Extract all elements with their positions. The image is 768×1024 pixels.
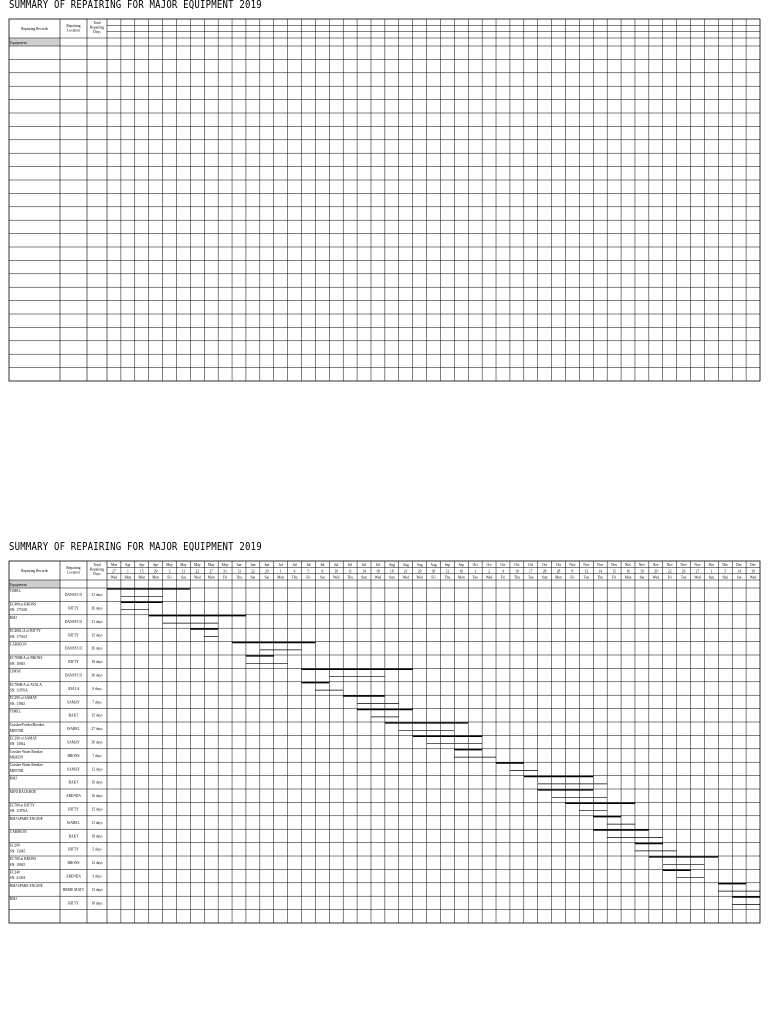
date-month: Mar (110, 563, 117, 567)
date-weekday: Thu (236, 575, 242, 580)
date-month: May (207, 563, 215, 567)
header-total-3: Days (93, 30, 101, 34)
equipment-name: SN: 11876A (9, 688, 28, 693)
date-month: Jul (348, 563, 353, 567)
date-day: 28 (542, 569, 547, 574)
repair-location: ARENDA (66, 874, 81, 879)
date-month: Jul (320, 563, 325, 567)
date-weekday: Sat (320, 575, 325, 580)
date-weekday: Tue (680, 575, 687, 580)
date-day: 16 (459, 569, 464, 574)
date-day: 11 (348, 569, 352, 574)
date-month: Oct (514, 563, 520, 567)
header-records: Repairing Records (21, 27, 48, 31)
date-month: Dec (750, 563, 756, 567)
date-month: Nov (597, 563, 604, 567)
date-weekday: Fri (570, 575, 575, 580)
date-month: Jul (292, 563, 297, 567)
date-month: Apr (138, 563, 145, 567)
equipment-name: RMJ (9, 615, 17, 620)
date-day: 20 (654, 569, 658, 574)
equipment-name: RMJ SPARE ENGINE (9, 816, 43, 821)
date-weekday: Thu (513, 575, 520, 580)
date-weekday: Wed (194, 575, 201, 580)
date-month: Nov (638, 563, 646, 567)
date-month: Jul (375, 563, 381, 567)
repair-days: 30 days (91, 673, 103, 678)
header-total-1: Total (93, 21, 101, 25)
repair-location: RAKT (68, 834, 79, 839)
date-weekday: Fri (500, 575, 506, 580)
equipment-name: EC290 (9, 843, 20, 848)
repair-location: BITTY (68, 606, 79, 611)
date-month: May (166, 563, 173, 567)
repair-location: BITTY (68, 901, 79, 906)
date-weekday: Tue (528, 575, 534, 580)
repair-days: 5 days (92, 847, 102, 852)
date-day: 14 (737, 569, 741, 574)
date-weekday: Fri (222, 575, 228, 580)
repair-location: SAMAY (67, 767, 80, 772)
equipment-name: Crusher Water Breaker (9, 749, 43, 754)
date-day: 15 (139, 569, 144, 574)
date-month: Dec (736, 563, 743, 567)
date-month: Jun (250, 563, 256, 567)
equipment-name: MINI BACKHOE (9, 790, 37, 794)
date-month: Nov (569, 563, 576, 567)
date-day: 11 (181, 569, 186, 574)
header-location-2: Location (67, 570, 80, 575)
date-weekday: Fri (667, 575, 672, 580)
repair-days: 11 days (91, 820, 103, 825)
date-month: Nov (652, 563, 659, 567)
date-month: May (180, 563, 187, 567)
equipment-name: Crusher Water Breaker (9, 763, 43, 768)
date-weekday: Thu (347, 575, 354, 580)
repair-days: 16 days (91, 780, 103, 785)
repair-location: DANSYCO (64, 646, 83, 651)
date-weekday: Wed (694, 575, 701, 580)
page-title-1: SUMMARY OF REPAIRING FOR MAJOR EQUIPMENT 2019 (9, 0, 262, 12)
repair-days: 12 days (91, 767, 103, 772)
date-month: Nov (666, 563, 673, 567)
date-day: 16 (626, 569, 630, 574)
equipment-name: EC480L/A of BITTY (9, 629, 41, 634)
repair-days: 26 days (91, 606, 103, 611)
equipment-name: SN: 13945 (9, 849, 26, 854)
repair-days: 7 days (92, 753, 102, 758)
repair-location: RAKT (68, 780, 79, 785)
date-weekday: Sat (639, 575, 645, 580)
repair-days: 15 days (91, 887, 103, 892)
date-weekday: Sat (250, 575, 256, 580)
date-month: Dec (722, 563, 729, 567)
equipment-name: TIMEL (9, 589, 21, 593)
table-frame (9, 19, 760, 381)
equipment-name: SN: 13942 (9, 742, 26, 747)
repair-location: BITTY (68, 633, 79, 638)
date-day: 1 (474, 569, 477, 574)
date-month: Nov (583, 563, 590, 567)
repair-location: BRONS (67, 753, 80, 758)
date-month: May (194, 563, 201, 567)
repair-location: RAKT (68, 713, 79, 718)
date-month: Jul (334, 563, 339, 567)
repair-days: 12 days (91, 861, 103, 866)
date-day: 6 (321, 569, 324, 574)
repair-location: BERIE MATT (62, 887, 85, 892)
date-weekday: Wed (110, 575, 118, 580)
date-day: 12 (445, 569, 450, 574)
date-month: Nov (624, 563, 632, 567)
date-day: 12 (584, 569, 589, 574)
date-month: Oct (542, 563, 548, 567)
equipment-name: EC780 at BRONS (9, 857, 37, 861)
date-day: 27 (112, 569, 116, 574)
date-weekday: Sun (361, 575, 367, 580)
date-day: 2 (488, 569, 490, 574)
date-weekday: Wed (485, 575, 493, 580)
equipment-name: EC780 at BITTY (9, 803, 35, 808)
equipment-name: TIMEL (9, 709, 21, 714)
date-weekday: Mon (124, 575, 132, 580)
date-month: Jul (361, 563, 367, 567)
equipment-name: SN: 41304 (9, 876, 26, 881)
repair-days: 3 days (92, 874, 102, 879)
date-day: 30 (431, 569, 436, 574)
equipment-name: SN: 175168 (9, 608, 28, 613)
repair-location: BITTY (68, 847, 79, 852)
equipment-name: MH370B (9, 728, 24, 733)
date-weekday: Mon (624, 575, 632, 580)
date-day: 5 (307, 569, 310, 574)
repair-days: 15 days (91, 713, 103, 718)
header-total-2: Repairing (89, 25, 105, 30)
date-weekday: Mon (207, 575, 215, 580)
date-day: 26 (681, 569, 686, 574)
date-day: 21 (403, 569, 408, 574)
date-weekday: Wed (332, 575, 340, 580)
date-weekday: Fri (167, 575, 172, 580)
equipment-name: EC290 of SAMAY (9, 696, 38, 701)
date-month: Oct (472, 563, 478, 567)
date-day: 10 (515, 569, 519, 574)
date-weekday: Sat (264, 575, 270, 580)
date-day: 15 (612, 569, 616, 574)
equipment-name: Crusher/Feeder/Breaker (9, 723, 45, 727)
date-weekday: Wed (374, 575, 382, 580)
date-day: 19 (751, 569, 755, 574)
date-day: 1 (279, 569, 282, 574)
repair-location: DANSYCO (64, 673, 83, 678)
equipment-name: SN: 10945 (9, 862, 26, 867)
date-month: Apr (152, 563, 159, 567)
repair-location: BITTY (68, 807, 79, 812)
date-day: 13 (237, 569, 241, 574)
date-month: Jul (306, 563, 311, 567)
date-day: 18 (376, 569, 380, 574)
date-day: 22 (667, 569, 672, 574)
repair-location: ISABEL (67, 727, 80, 732)
date-day: 14 (362, 569, 366, 574)
date-month: Nov (680, 563, 687, 567)
repair-location: AYALA (67, 686, 80, 691)
header-location-2: Location (67, 28, 80, 33)
repair-days: 30 days (91, 740, 103, 745)
equipment-name: CARSEON (9, 830, 27, 835)
date-weekday: Sat (181, 575, 186, 580)
date-weekday: Sun (541, 575, 548, 580)
date-month: Apr (125, 563, 131, 567)
date-day: 31 (223, 569, 227, 574)
date-month: Oct (500, 563, 506, 567)
date-day: 14 (598, 569, 603, 574)
header-total-3: Days (93, 572, 101, 576)
date-day: 10 (334, 569, 339, 574)
equipment-label: Equipment (10, 583, 27, 587)
equipment-name: SN: 11876A (9, 809, 28, 814)
equipment-name: MH370B (9, 769, 24, 773)
date-weekday: Thu (291, 575, 298, 580)
repair-location: DANSYCO (64, 619, 83, 624)
repair-location: ARENDA (66, 794, 81, 799)
date-month: Sep (458, 563, 464, 567)
equipment-label: Equipment (10, 41, 27, 45)
repair-location: SAMAY (67, 700, 80, 705)
date-day: 29 (417, 569, 422, 574)
date-month: Jun (236, 563, 242, 567)
date-month: Jun (264, 563, 270, 567)
date-weekday: Tue (583, 575, 590, 580)
date-day: 3 (168, 569, 171, 574)
date-day: 27 (695, 569, 700, 574)
repair-location: SAMAY (67, 740, 80, 745)
equipment-name: EC290 of SAMAY (9, 736, 38, 741)
repair-days: 27 days (91, 727, 103, 732)
header-total-1: Total (93, 563, 101, 567)
date-month: Oct (555, 563, 562, 567)
repair-days: 26 days (91, 646, 103, 651)
date-weekday: Wed (652, 575, 660, 580)
header-location-1: Repairing (66, 566, 81, 570)
date-weekday: Sun (708, 575, 715, 580)
date-weekday: Fri (431, 575, 436, 580)
repair-days: 18 days (91, 901, 103, 906)
date-month: Jul (278, 563, 283, 567)
date-month: Oct (528, 563, 534, 567)
date-day: 4 (293, 569, 296, 574)
repair-days: 16 days (91, 794, 103, 799)
repair-days: 31 days (91, 619, 103, 624)
date-weekday: Tue (472, 575, 478, 580)
equipment-name: MH4358 (9, 755, 23, 760)
equipment-name: CARSEON (9, 642, 27, 647)
date-day: 22 (251, 569, 255, 574)
date-weekday: Mon (277, 575, 285, 580)
repair-days: 18 days (91, 834, 103, 839)
date-weekday: Thu (444, 575, 451, 580)
repair-location: ISABEL (67, 820, 80, 825)
repair-days: 18 days (91, 660, 103, 665)
date-weekday: Sun (389, 575, 395, 580)
equipment-name: SN: 13945 (9, 702, 26, 706)
date-weekday: Mon (457, 575, 465, 580)
equipment-name: EC780B/A of BRONS (9, 656, 43, 660)
date-day: 8 (571, 569, 574, 574)
date-weekday: Wed (416, 575, 423, 580)
date-month: May (221, 563, 229, 567)
date-month: Dec (708, 563, 715, 567)
date-day: 28 (556, 569, 561, 574)
date-month: Aug (416, 563, 423, 567)
equipment-name: LIMAY (9, 669, 22, 674)
date-month: Nov (611, 563, 618, 567)
date-day: 17 (528, 569, 533, 574)
date-weekday: Mon (152, 575, 160, 580)
equipment-name: SN: 10945 (9, 661, 26, 666)
header-total-2: Repairing (89, 567, 105, 572)
date-weekday: Mon (555, 575, 562, 580)
date-month: Oct (486, 563, 492, 567)
date-month: Aug (430, 563, 437, 567)
date-weekday: Sat (736, 575, 742, 580)
date-month: Aug (402, 563, 409, 567)
equipment-name: EC480 at BRONS (9, 602, 37, 607)
header-location-1: Repairing (66, 24, 81, 28)
equipment-name: RMJ (9, 776, 17, 781)
repair-days: 31 days (91, 593, 103, 598)
equipment-name: RMJ (9, 897, 17, 902)
date-month: Sep (444, 563, 451, 567)
date-weekday: Wed (402, 575, 409, 580)
repair-location: BITTY (68, 660, 79, 665)
header-records: Repairing Records (21, 569, 48, 573)
repair-location: BRONS (67, 861, 80, 866)
page-title-2: SUMMARY OF REPAIRING FOR MAJOR EQUIPMENT 2019 (9, 542, 262, 554)
date-day: 5 (724, 569, 727, 574)
date-weekday: Mon (138, 575, 146, 580)
date-day: 27 (209, 569, 213, 574)
date-weekday: Wed (749, 575, 757, 580)
date-weekday: Fri (306, 575, 311, 580)
date-day: 19 (640, 569, 644, 574)
date-day: 29 (153, 569, 158, 574)
equipment-name: SN: 175163 (9, 635, 28, 639)
date-day: 1 (126, 569, 129, 574)
repair-days: 7 days (92, 700, 102, 705)
repair-days: 15 days (91, 807, 103, 812)
repair-days: 8 days (92, 686, 102, 691)
date-day: 18 (390, 569, 394, 574)
table-frame (9, 561, 760, 923)
equipment-name: RMJ SPARE ENGINE (9, 883, 43, 888)
equipment-name: EC780B/A of AYALA (9, 682, 43, 687)
date-day: 29 (264, 569, 269, 574)
date-day: 22 (195, 569, 200, 574)
date-month: Aug (388, 563, 395, 567)
date-day: 4 (502, 569, 504, 574)
date-weekday: Sun (722, 575, 729, 580)
date-month: Nov (694, 563, 701, 567)
repair-location: DANSYCO (64, 593, 83, 598)
equipment-name: EC240 (9, 870, 20, 875)
date-weekday: Thu (597, 575, 604, 580)
date-day: 1 (710, 569, 713, 574)
date-weekday: Fri (612, 575, 617, 580)
repair-days: 15 days (91, 633, 103, 638)
